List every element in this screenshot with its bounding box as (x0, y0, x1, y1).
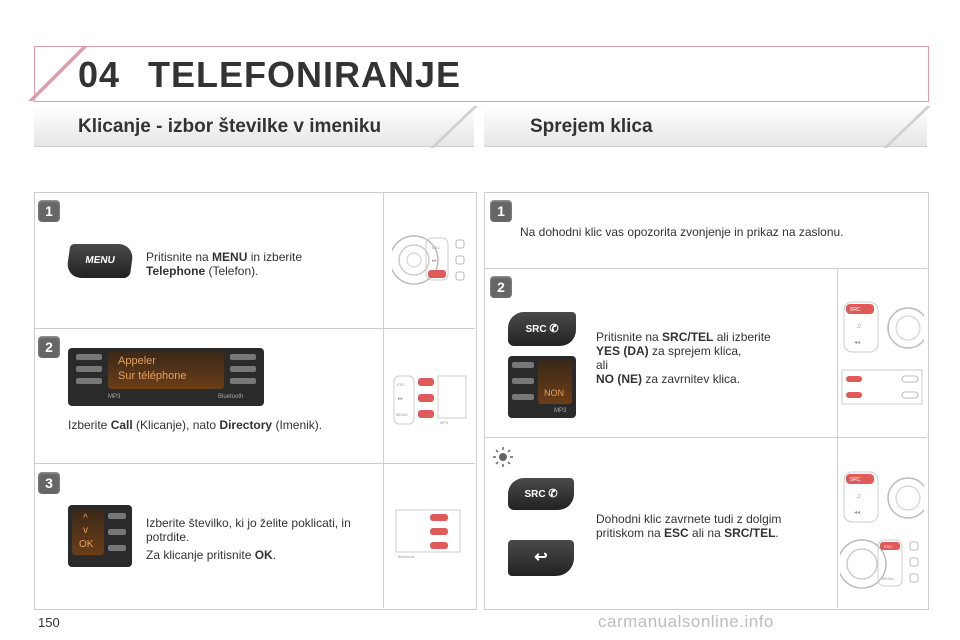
side-key (108, 513, 126, 519)
side-key (76, 354, 102, 360)
svg-text:◂◂: ◂◂ (854, 340, 861, 346)
radio-illustration-answer (840, 296, 924, 358)
side-key (512, 362, 534, 368)
menu-button[interactable]: MENU (66, 244, 135, 278)
left-header-slant (430, 106, 480, 148)
site-watermark: carmanualsonline.info (598, 612, 774, 631)
right-section-title: Sprejem klica (530, 116, 653, 137)
control-panel-illustration-1 (392, 228, 468, 290)
phone-icon: ✆ (548, 488, 558, 500)
svg-text:▸▸: ▸▸ (398, 396, 404, 402)
step-3-badge: 3 (38, 472, 60, 494)
src-tel-button[interactable] (508, 478, 574, 510)
radio-illustration-reject (840, 466, 924, 528)
svg-text:MP3: MP3 (440, 420, 449, 425)
left-row-separator (35, 328, 475, 329)
screen-footer-mp3: MP3 (554, 408, 567, 414)
chapter-title: TELEFONIRANJE (148, 54, 462, 95)
chapter-number: 04 (78, 54, 121, 95)
arrow-up-icon: ^ (83, 513, 88, 524)
svg-text:◂◂: ◂◂ (854, 510, 861, 516)
svg-text:ESC: ESC (432, 245, 441, 250)
svg-text:SRC: SRC (850, 307, 861, 313)
step-2-instruction: Izberite Call (Klicanje), nato Directory (Imenik). (68, 418, 323, 432)
svg-text:♫: ♫ (856, 323, 862, 330)
right-row-separator (485, 437, 927, 438)
esc-back-button[interactable] (508, 540, 574, 576)
phone-icon: ✆ (549, 323, 559, 335)
step-1-instruction: Pritisnite na MENU in izberite Telephone (Telefon). (146, 250, 303, 278)
right-row-separator (485, 268, 927, 269)
display-screen-directory (68, 348, 264, 406)
screen-area (108, 351, 224, 389)
svg-text:SRC: SRC (850, 477, 861, 483)
control-panel-illustration-answer (840, 364, 924, 412)
screen-line-call: Appeler (118, 355, 156, 367)
screen-footer-bluetooth: Bluetooth (218, 394, 244, 400)
side-key (230, 378, 256, 384)
arrow-down-icon: v (83, 525, 88, 536)
screen-area (538, 360, 572, 404)
svg-text:ESC: ESC (884, 544, 893, 549)
control-panel-illustration-3 (392, 506, 464, 560)
screen-no-label: NON (544, 388, 564, 398)
tip-instruction: Dohodni klic zavrnete tudi z dolgim pritiskom na ESC ali na SRC/TEL. (596, 512, 782, 540)
back-arrow-icon: ↩ (534, 549, 548, 566)
control-panel-illustration-2 (390, 372, 470, 428)
side-key (512, 378, 534, 384)
svg-text:▸▸: ▸▸ (432, 258, 438, 264)
screen-ok-label: OK (79, 539, 94, 550)
side-key (230, 354, 256, 360)
svg-text:MENU: MENU (396, 412, 408, 417)
left-section-title: Klicanje - izbor številke v imeniku (78, 116, 382, 137)
side-key (76, 378, 102, 384)
side-key (512, 394, 534, 400)
svg-text:Bluetooth: Bluetooth (398, 554, 415, 559)
screen-area (72, 509, 104, 555)
step-2-badge: 2 (38, 336, 60, 358)
left-row-separator (35, 463, 475, 464)
step-1-badge: 1 (38, 200, 60, 222)
src-tel-button-label: SRC (524, 489, 546, 500)
screen-line-directory: Sur téléphone (118, 370, 187, 382)
step-3-line-2: Za klicanje pritisnite OK. (146, 548, 277, 562)
svg-text:ESC: ESC (397, 382, 406, 387)
side-key (108, 545, 126, 551)
tip-lightbulb-icon (492, 446, 514, 468)
incoming-call-note: Na dohodni klic vas opozorita zvonjenje in prikaz na zaslonu. (520, 225, 844, 239)
display-screen-answer (508, 356, 576, 418)
src-tel-button-label: SRC (525, 324, 547, 335)
right-header-slant (883, 106, 933, 148)
step-2-instruction: Pritisnite na SRC/TEL ali izberite YES (DA) za sprejem klica, ali NO (NE) za zavrnitev klica. (596, 330, 771, 386)
side-key (76, 366, 102, 372)
right-panel-divider (837, 269, 838, 608)
left-section-header (34, 106, 474, 147)
screen-footer-mp3: MP3 (108, 394, 121, 400)
step-1-badge: 1 (490, 200, 512, 222)
right-section-header (484, 106, 927, 147)
svg-text:MENU: MENU (882, 576, 894, 581)
side-key (108, 529, 126, 535)
src-tel-button[interactable] (508, 312, 576, 346)
page-number: 150 (38, 615, 60, 630)
step-3-line-1: Izberite številko, ki jo želite poklicati, in potrdite. (146, 516, 351, 544)
display-screen-ok (68, 505, 132, 567)
step-2-badge: 2 (490, 276, 512, 298)
svg-text:♫: ♫ (856, 493, 862, 500)
step-3-instruction (146, 516, 376, 562)
left-panel-divider (383, 193, 384, 608)
side-key (230, 366, 256, 372)
control-panel-illustration-reject (840, 532, 924, 594)
